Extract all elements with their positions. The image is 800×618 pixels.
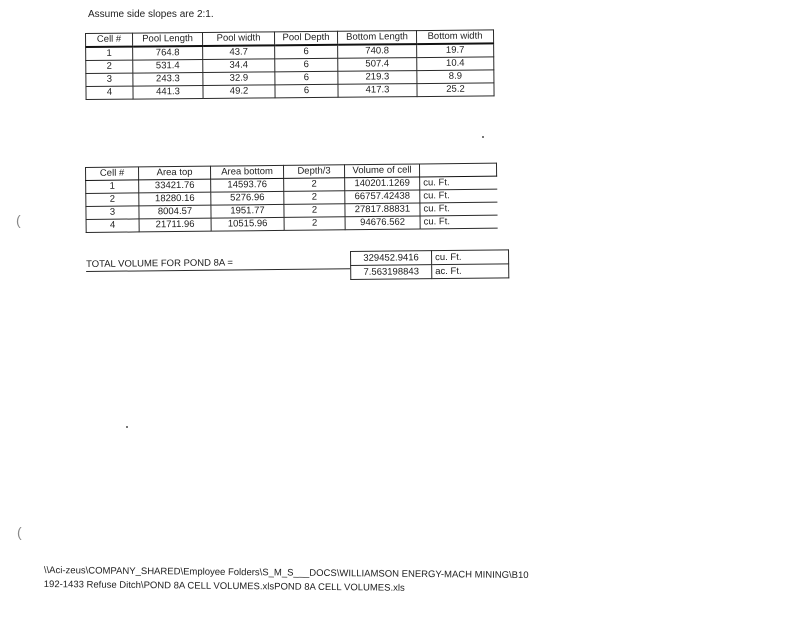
column-header: Pool Length: [133, 32, 203, 46]
column-header: Pool width: [202, 32, 274, 46]
file-path-line: \\Aci-zeus\COMPANY_SHARED\Employee Folders\S_M_S___DOCS\WILLIAMSON ENERGY-MACH MINING\B10: [43, 564, 529, 582]
table-cell: 1: [86, 180, 139, 194]
table-cell: 8.9: [417, 70, 494, 84]
column-header: Pool Depth: [274, 31, 337, 45]
column-header: Depth/3: [283, 165, 344, 179]
table-cell: 94676.562: [345, 216, 420, 230]
table-cell: 19.7: [417, 43, 494, 57]
table-cell: 531.4: [133, 59, 203, 73]
table-cell: 764.8: [133, 46, 203, 60]
table-cell: 21711.96: [139, 218, 211, 232]
table-cell: 14593.76: [211, 178, 284, 192]
file-path-line: 192-1433 Refuse Ditch\POND 8A CELL VOLUMES.xlsPOND 8A CELL VOLUMES.xls: [43, 578, 405, 594]
column-header: Area bottom: [210, 165, 283, 179]
table-cell: 32.9: [203, 72, 275, 86]
column-header: [419, 163, 496, 177]
column-header: Cell #: [86, 167, 139, 181]
table-cell: 1: [86, 47, 133, 61]
table-cell: 8004.57: [139, 205, 211, 219]
scan-speck: [482, 136, 484, 138]
total-acft-unit: ac. Ft.: [432, 264, 509, 279]
table-cell: 4: [86, 86, 133, 99]
table-cell: 6: [275, 58, 338, 72]
table-cell: 740.8: [338, 44, 417, 58]
table-cell: 2: [284, 217, 345, 231]
table-cell: 6: [275, 45, 338, 59]
column-header: Bottom width: [416, 30, 493, 44]
table-cell: 10515.96: [211, 217, 284, 231]
table-row: [86, 83, 494, 100]
total-cuft-unit: cu. Ft.: [432, 250, 509, 265]
total-acft-value: 7.563198843: [351, 265, 432, 280]
table-cell: 18280.16: [139, 192, 211, 206]
table-cell: 3: [86, 73, 133, 86]
total-volume-table: [350, 249, 509, 280]
table-cell: 34.4: [203, 59, 275, 73]
pool-dimensions-table: [85, 29, 495, 100]
table-cell: 2: [284, 191, 345, 205]
total-volume-label: TOTAL VOLUME FOR POND 8A =: [86, 255, 350, 272]
column-header: Volume of cell: [344, 164, 419, 178]
table-cell: 3: [86, 206, 139, 220]
punch-hole-mark: (: [16, 212, 21, 228]
unit-cell: cu. Ft.: [420, 202, 497, 216]
table-cell: 43.7: [203, 45, 275, 59]
punch-hole-mark: (: [17, 524, 22, 540]
table-cell: 10.4: [417, 57, 494, 71]
table-cell: 2: [284, 204, 345, 218]
table-cell: 6: [275, 84, 338, 98]
table-cell: 2: [86, 60, 133, 73]
unit-cell: cu. Ft.: [420, 189, 497, 203]
column-header: Area top: [139, 166, 211, 180]
scan-speck: [126, 426, 128, 428]
table-cell: 441.3: [133, 85, 203, 99]
table-cell: 6: [275, 71, 338, 85]
total-cuft-value: 329452.9416: [351, 251, 432, 266]
table-cell: 1951.77: [211, 204, 284, 218]
unit-cell: cu. Ft.: [420, 215, 497, 229]
table-row: [351, 264, 509, 280]
table-cell: 25.2: [417, 83, 494, 97]
column-header: Cell #: [86, 33, 133, 47]
unit-cell: cu. Ft.: [420, 176, 497, 190]
table-cell: 33421.76: [139, 179, 211, 193]
table-cell: 219.3: [338, 71, 417, 85]
table-cell: 507.4: [338, 58, 417, 72]
table-cell: 5276.96: [211, 191, 284, 205]
column-header: Bottom Length: [337, 31, 416, 45]
table-cell: 49.2: [203, 85, 275, 99]
table-cell: 2: [86, 193, 139, 207]
table-cell: 66757.42438: [345, 190, 420, 204]
cell-volume-table: [85, 163, 498, 233]
table-cell: 27817.88831: [345, 203, 420, 217]
table-cell: 140201.1269: [345, 177, 420, 191]
slope-note: Assume side slopes are 2:1.: [88, 9, 214, 20]
table-cell: 2: [284, 178, 345, 192]
table-cell: 417.3: [338, 84, 417, 98]
table-cell: 243.3: [133, 72, 203, 86]
file-path-footer: [44, 564, 529, 597]
table-cell: 4: [86, 219, 139, 233]
